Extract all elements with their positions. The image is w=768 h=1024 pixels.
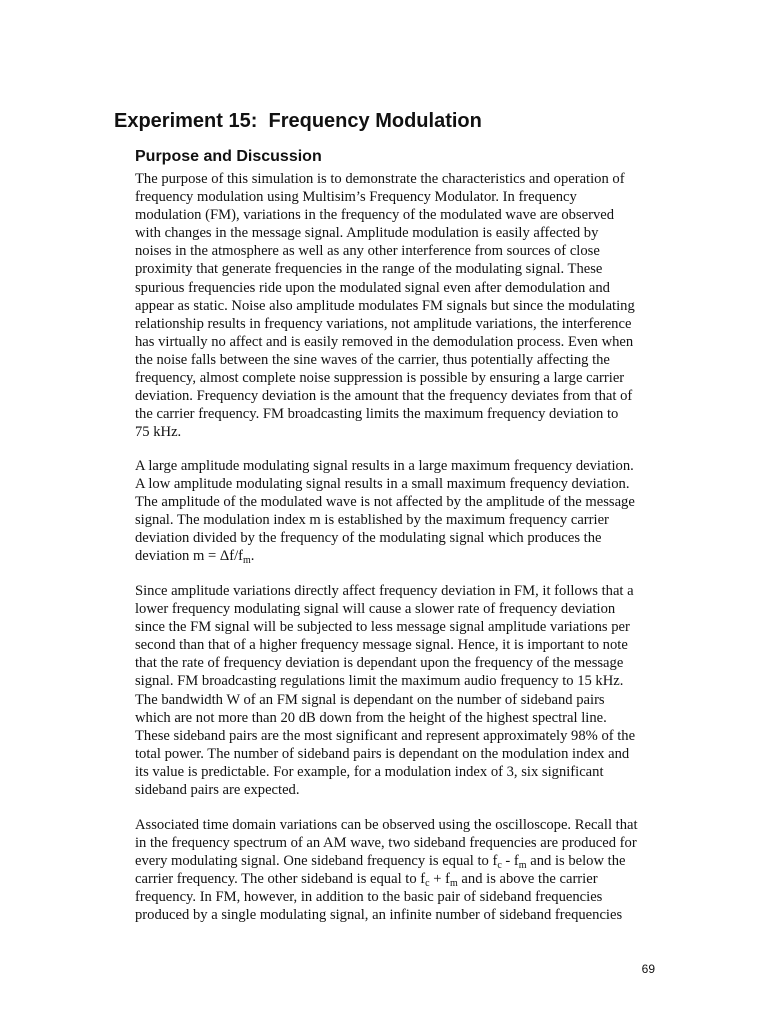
text-line: deviation divided by the frequency of the modulating signal which produces the xyxy=(135,530,602,547)
text-line: Since amplitude variations directly affect frequency deviation in FM, it follows that a xyxy=(135,583,634,599)
formula-line xyxy=(135,852,735,870)
text-line: spurious frequencies ride upon the modulated signal even after demodulation and xyxy=(135,279,610,296)
page-number: 69 xyxy=(641,962,655,976)
text-line: the noise falls between the sine waves of the carrier, thus potentially affecting the xyxy=(135,351,610,368)
paragraph-purpose xyxy=(135,170,735,441)
text-line: frequency, almost complete noise suppression is possible by ensuring a large carrier xyxy=(135,370,625,387)
text-line: A low amplitude modulating signal results in a small maximum frequency deviation. xyxy=(135,476,630,493)
paragraph-modulation-index xyxy=(135,457,735,566)
text-line: The purpose of this simulation is to demonstrate the characteristics and operation of xyxy=(135,171,625,187)
formula-subscript: m xyxy=(449,878,458,890)
formula-text: and is above the carrier xyxy=(457,871,598,888)
text-line: appear as static. Noise also amplitude modulates FM signals but since the modulating xyxy=(135,297,635,314)
text-line: 75 kHz. xyxy=(135,424,182,441)
formula-line xyxy=(135,870,735,888)
text-line: with changes in the message signal. Amplitude modulation is easily affected by xyxy=(135,225,599,242)
formula-text: carrier frequency. The other sideband is equal to f xyxy=(135,871,426,888)
text-line: signal. FM broadcasting regulations limit the maximum audio frequency to 15 kHz. xyxy=(135,673,624,690)
formula-text: every modulating signal. One sideband frequency is equal to f xyxy=(135,853,498,870)
paragraph-time-domain xyxy=(135,816,735,925)
section-heading: Purpose and Discussion xyxy=(135,148,322,165)
text-line: total power. The number of sideband pairs is dependant on the modulation index and xyxy=(135,745,630,762)
page-title: Experiment 15: Frequency Modulation xyxy=(114,110,482,132)
text-line: Associated time domain variations can be observed using the oscilloscope. Recall that xyxy=(135,817,638,833)
text-line: sideband pairs are expected. xyxy=(135,782,300,799)
formula-text: and is below the xyxy=(526,853,626,870)
formula-subscript: c xyxy=(425,878,430,890)
text-line: signal. The modulation index m is established by the maximum frequency carrier xyxy=(135,512,609,529)
text-line: in the frequency spectrum of an AM wave, two sideband frequencies are produced for xyxy=(135,835,637,852)
text-line: frequency. In FM, however, in addition to the basic pair of sideband frequencies xyxy=(135,889,603,906)
text-line: second than that of a higher frequency message signal. Hence, it is important to note xyxy=(135,637,628,654)
text-line: the carrier frequency. FM broadcasting limits the maximum frequency deviation to xyxy=(135,406,619,423)
text-line: modulation (FM), variations in the frequency of the modulated wave are observed xyxy=(135,207,615,224)
text-line: noises in the atmosphere as well as any other interference from sources of close xyxy=(135,243,600,260)
text-line: frequency modulation using Multisim’s Frequency Modulator. In frequency xyxy=(135,189,577,206)
text-line: lower frequency modulating signal will cause a slower rate of frequency deviation xyxy=(135,601,616,618)
formula-text: + f xyxy=(429,871,450,888)
formula-text: deviation m = Δf/f xyxy=(135,548,243,565)
text-line: The bandwidth W of an FM signal is dependant on the number of sideband pairs xyxy=(135,691,605,708)
formula-text: . xyxy=(250,548,255,565)
text-line: its value is predictable. For example, for a modulation index of 3, six significant xyxy=(135,763,604,780)
text-line: These sideband pairs are the most significant and represent approximately 98% of the xyxy=(135,727,636,744)
formula-subscript: m xyxy=(518,860,527,872)
formula-text: - f xyxy=(501,853,519,870)
text-line: produced by a single modulating signal, an infinite number of sideband frequencies xyxy=(135,907,623,924)
text-line: has virtually no affect and is easily removed in the demodulation process. Even when xyxy=(135,333,634,350)
formula-subscript: m xyxy=(243,555,251,567)
text-line: A large amplitude modulating signal results in a large maximum frequency deviation. xyxy=(135,458,634,474)
formula-line xyxy=(135,547,735,565)
text-line: relationship results in frequency variations, not amplitude variations, the interference xyxy=(135,315,632,332)
text-line: that the rate of frequency deviation is dependant upon the frequency of the message xyxy=(135,655,624,672)
formula-subscript: c xyxy=(497,860,502,872)
text-line: The amplitude of the modulated wave is not affected by the amplitude of the message xyxy=(135,494,635,511)
text-line: which are not more than 20 dB down from the height of the highest spectral line. xyxy=(135,709,607,726)
text-line: proximity that generate frequencies in the range of the modulating signal. These xyxy=(135,261,603,278)
text-line: since the FM signal will be subjected to less message signal amplitude variations per xyxy=(135,619,630,636)
paragraph-bandwidth xyxy=(135,582,735,799)
text-line: deviation. Frequency deviation is the amount that the frequency deviates from that of xyxy=(135,388,633,405)
